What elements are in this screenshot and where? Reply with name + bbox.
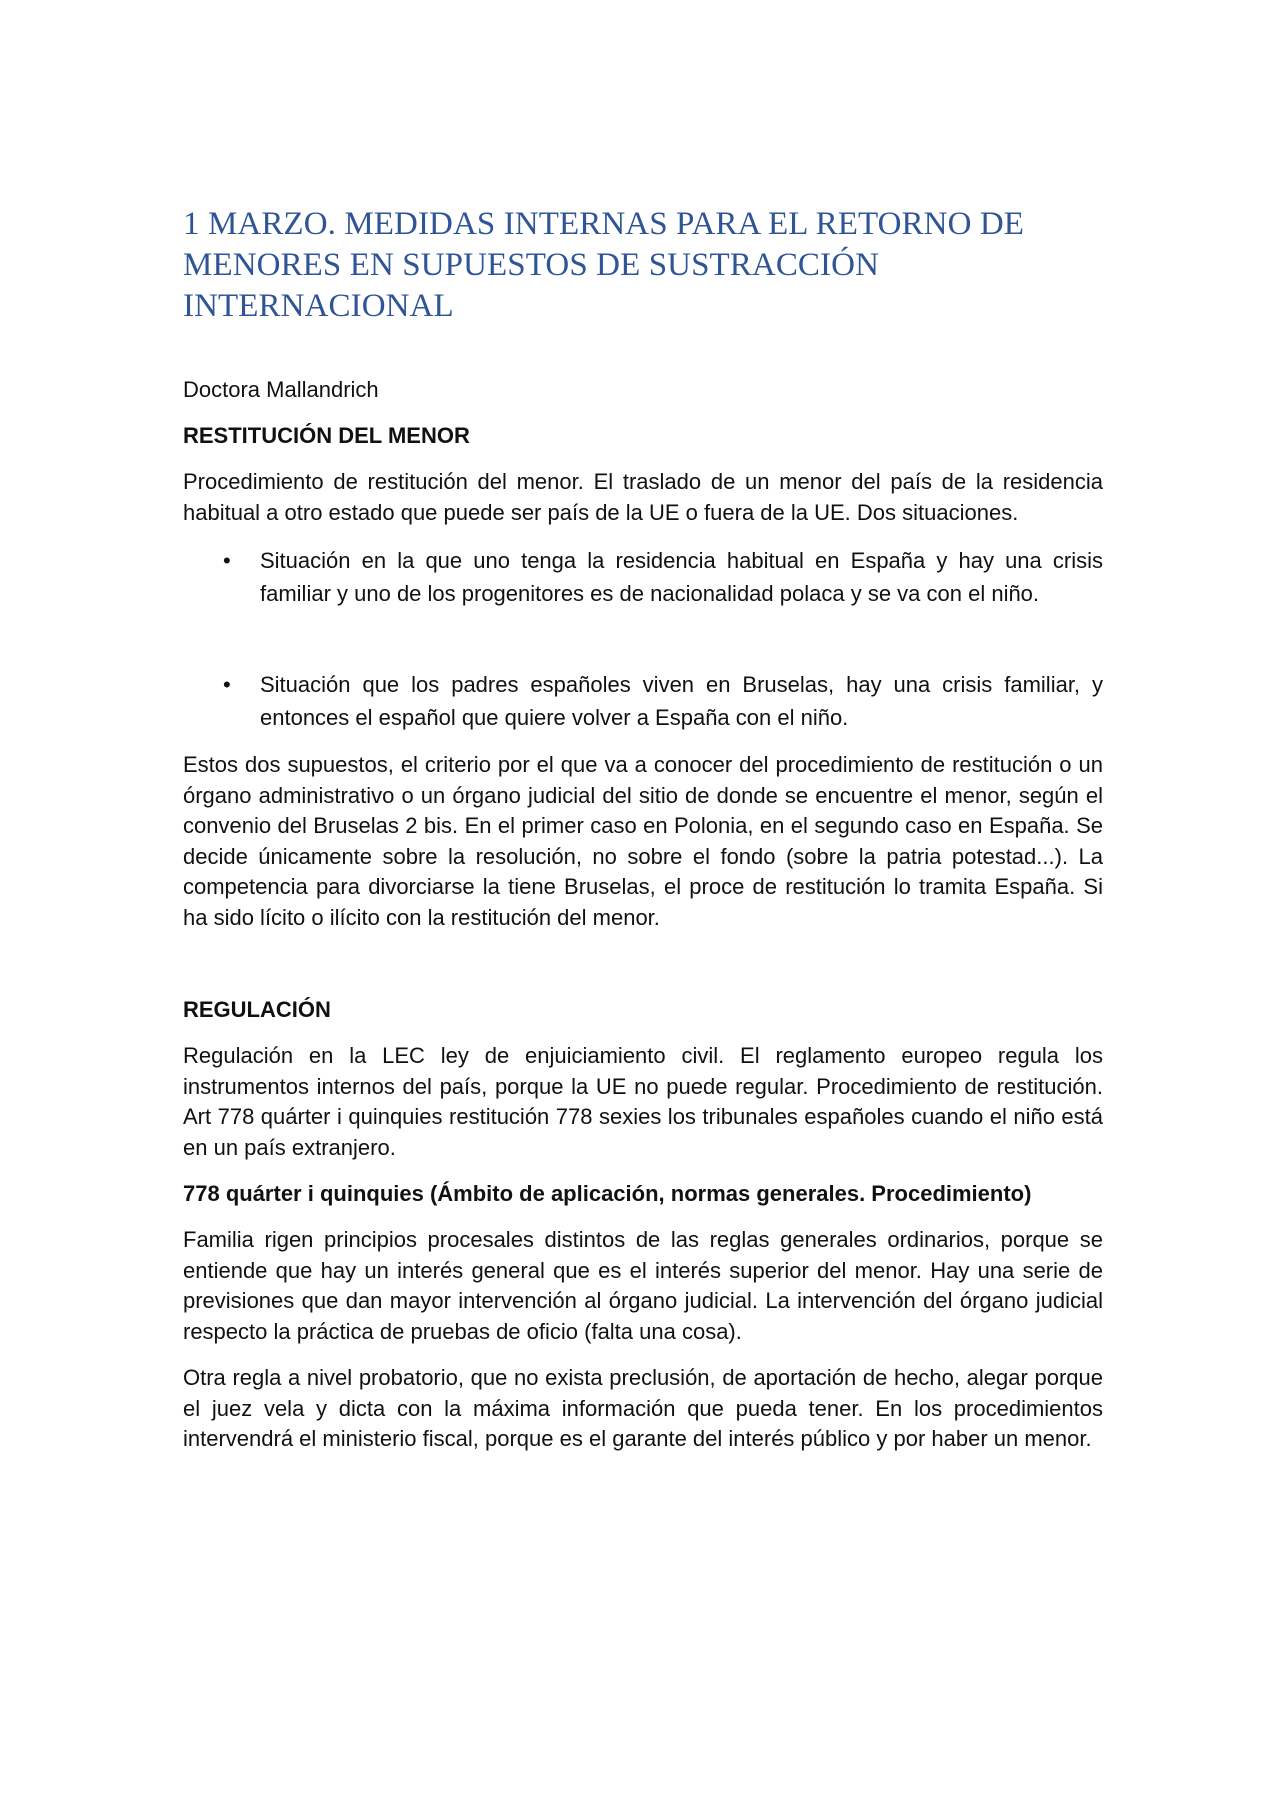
author-line: Doctora Mallandrich [183, 377, 379, 402]
regla-probatoria-paragraph: Otra regla a nivel probatorio, que no exista preclusión, de aportación de hecho, alegar porque el juez vela y dicta con la máxima información que pueda tener. En los procedimientos intervendrá el ministerio fiscal, porque es el garante del interés público y por haber un menor. [183, 1365, 1103, 1451]
restitucion-intro-paragraph: Procedimiento de restitución del menor. El traslado de un menor del país de la residencia habitual a otro estado que puede ser país de la UE o fuera de la UE. Dos situaciones. [183, 469, 1103, 525]
bullet-icon: • [223, 548, 231, 573]
list-item [183, 668, 1103, 734]
regulacion-intro-paragraph: Regulación en la LEC ley de enjuiciamiento civil. El reglamento europeo regula los instrumentos internos del país, porque la UE no puede regular. Procedimiento de restitución. Art 778 quárter i quinquies restitución 778 sexies los tribunales españoles cuando el niño está en un país extranjero. [183, 1043, 1103, 1160]
section-heading-restitucion: RESTITUCIÓN DEL MENOR [183, 423, 470, 448]
restitucion-body-paragraph: Estos dos supuestos, el criterio por el que va a conocer del procedimiento de restitución o un órgano administrativo o un órgano judicial del sitio de donde se encuentre el menor, según el convenio del Bruselas 2 bis. En el primer caso en Polonia, en el segundo caso en España. Se decide únicamente sobre la resolución, no sobre el fondo (sobre la patria potestad...). La competencia para divorciarse la tiene Bruselas, el proce de restitución lo tramita España. Si ha sido lícito o ilícito con la restitución del menor. [183, 752, 1103, 930]
section-spacer [183, 949, 1103, 995]
document-title: 1 MARZO. MEDIDAS INTERNAS PARA EL RETORNO DE MENORES EN SUPUESTOS DE SUSTRACCIÓN INTERNACIONAL [183, 206, 1025, 324]
bullet-icon: • [223, 672, 231, 697]
list-item-text: Situación que los padres españoles viven en Bruselas, hay una crisis familiar, y entonces el español que quiere volver a España con el niño. [260, 672, 1103, 730]
document-page [183, 204, 1103, 1471]
list-item-text: Situación en la que uno tenga la residencia habitual en España y hay una crisis familiar y uno de los progenitores es de nacionalidad polaca y se va con el niño. [260, 548, 1103, 606]
subheading-778: 778 quárter i quinquies (Ámbito de aplicación, normas generales. Procedimiento) [183, 1181, 1032, 1206]
section-heading-regulacion: REGULACIÓN [183, 997, 331, 1022]
list-spacer [183, 610, 1103, 668]
list-item [183, 544, 1103, 610]
situations-list [183, 544, 1103, 734]
familia-principios-paragraph: Familia rigen principios procesales distintos de las reglas generales ordinarios, porque se entiende que hay un interés general que es el interés superior del menor. Hay una serie de previsiones que dan mayor intervención al órgano judicial. La intervención del órgano judicial respecto la práctica de pruebas de oficio (falta una cosa). [183, 1227, 1103, 1344]
